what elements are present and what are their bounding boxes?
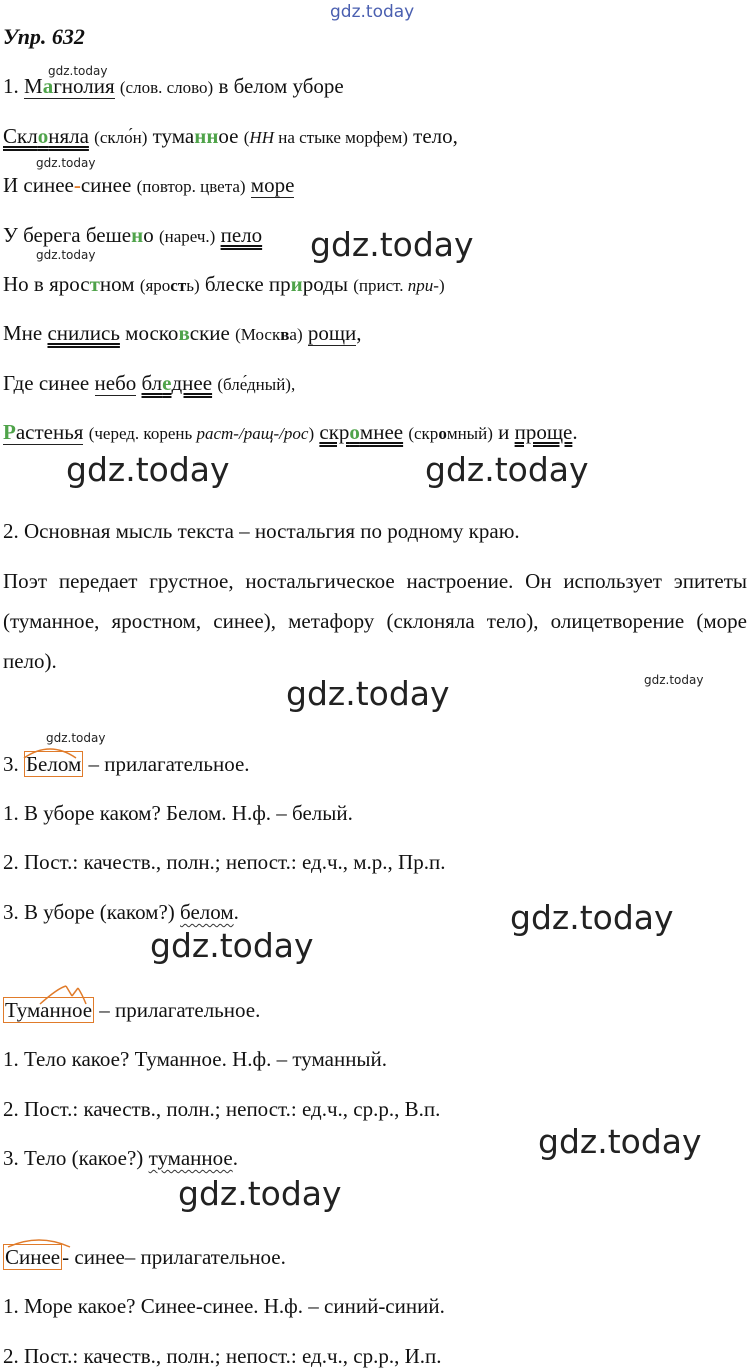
poem-line-8: Растенья (черед. корень раст-/ращ-/рос) скромнее (скромный) и проще. [3,420,578,444]
watermark: gdz.today [150,926,314,965]
watermark: gdz.today [36,156,96,170]
belom-line-2: 2. Пост.: качеств., полн.; непост.: ед.ч., м.р., Пр.п. [3,850,446,874]
poem-line-5: Но в яростном (ярость) блеске природы (прист. при-) [3,272,445,296]
poem-line-2: Склоняла (скло́н) туманное (НН на стыке морфем) тело, [3,124,458,148]
poem-line-6: Мне снились московские (Москва) рощи, [3,321,362,345]
watermark: gdz.today [66,450,230,489]
tumannoe-heading: Туманное – прилагательное. [5,998,261,1022]
site-watermark-top: gdz.today [330,2,415,22]
sinee-line-1: 1. Море какое? Синее-синее. Н.ф. – синий-синий. [3,1294,445,1318]
poem-line-3: И синее-синее (повтор. цвета) море [3,173,295,197]
poem-line-4: У берега бешено (нареч.) пело [3,223,263,247]
watermark: gdz.today [36,248,96,262]
tumannoe-line-1: 1. Тело какое? Туманное. Н.ф. – туманный. [3,1047,388,1071]
belom-line-3: 3. В уборе (каком?) белом. [3,900,239,924]
poem-line-7: Где синее небо бледнее (бле́дный), [3,371,296,395]
watermark: gdz.today [538,1122,702,1161]
sinee-heading: Синее- синее– прилагательное. [5,1245,286,1269]
watermark: gdz.today [310,225,474,264]
watermark: gdz.today [46,731,106,745]
tumannoe-line-3: 3. Тело (какое?) туманное. [3,1146,238,1170]
main-idea-heading: 2. Основная мысль текста – ностальгия по родному краю. [3,519,520,543]
belom-heading: 3. Белом – прилагательное. [3,752,250,776]
watermark: gdz.today [48,64,108,78]
watermark: gdz.today [178,1174,342,1213]
tumannoe-line-2: 2. Пост.: качеств., полн.; непост.: ед.ч., ср.р., В.п. [3,1097,441,1121]
watermark: gdz.today [644,673,704,687]
poem-line-1: 1. Магнолия (слов. слово) в белом уборе [3,74,344,98]
belom-line-1: 1. В уборе каком? Белом. Н.ф. – белый. [3,801,353,825]
watermark: gdz.today [425,450,589,489]
analysis-paragraph: Поэт передает грустное, ностальгическое настроение. Он использует эпитеты (туманное, яростном, синее), метафору (склоняла тело), олицетворение (море пело). [3,569,747,673]
exercise-title: Упр. 632 [3,24,85,49]
sinee-line-2: 2. Пост.: качеств., полн.; непост.: ед.ч., ср.р., И.п. [3,1344,442,1368]
watermark: gdz.today [510,898,674,937]
watermark: gdz.today [286,674,450,713]
